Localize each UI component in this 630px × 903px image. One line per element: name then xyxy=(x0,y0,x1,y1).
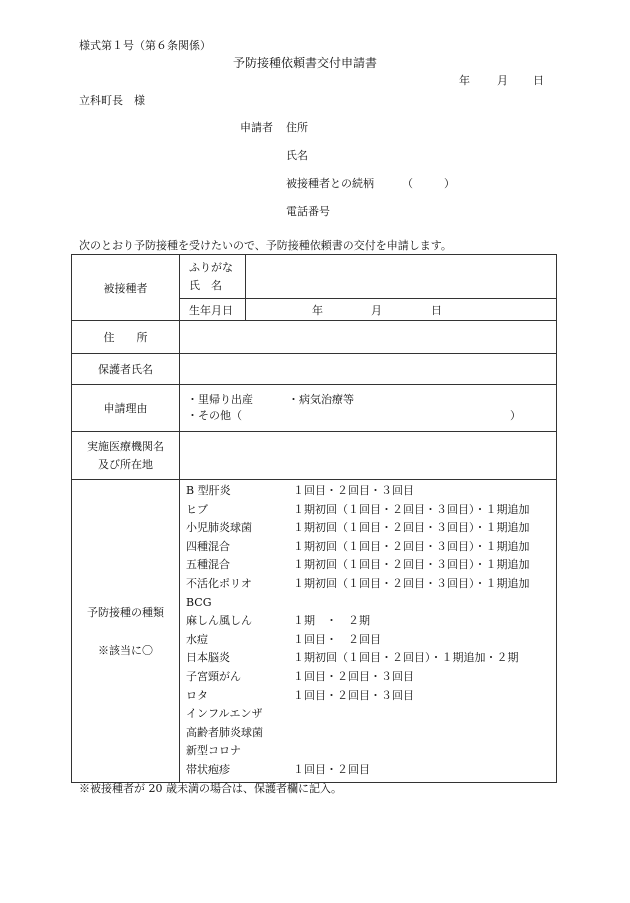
applicant-prefix: 申請者 xyxy=(240,121,273,134)
vaccine-name: ロタ xyxy=(186,688,208,702)
applicant-phone-label: 電話番号 xyxy=(286,205,330,218)
vaccine-select-note: ※該当に〇 xyxy=(98,643,153,657)
vaccine-row[interactable] xyxy=(186,649,556,668)
address-label: 住 所 xyxy=(72,321,180,354)
vaccine-name: 不活化ポリオ xyxy=(186,576,252,590)
vaccine-name: 日本脳炎 xyxy=(186,651,230,665)
addressee: 立科町長 様 xyxy=(79,94,145,107)
facility-label-line2: 及び所在地 xyxy=(98,457,153,471)
reason-homecoming-birth: ・里帰り出産 xyxy=(187,393,253,406)
date-year-label: 年 xyxy=(459,74,470,87)
vaccine-doses: １回目・２回目・３回目 xyxy=(293,669,414,683)
birth-year-label: 年 xyxy=(312,303,323,317)
furigana-label: ふりがな xyxy=(189,260,233,274)
vaccine-name: ヒブ xyxy=(186,502,208,516)
birth-label: 生年月日 xyxy=(180,299,246,321)
vaccine-row[interactable] xyxy=(186,687,556,706)
recipient-name-label: 氏 名 xyxy=(189,278,222,292)
birth-day-label: 日 xyxy=(431,303,442,317)
vaccine-doses: １期初回（１回目・２回目・３回目）・１期追加 xyxy=(293,576,530,590)
relation-close-paren: ） xyxy=(444,177,455,190)
date-month-label: 月 xyxy=(497,74,508,87)
vaccine-name: インフルエンザ xyxy=(186,707,263,721)
recipient-label: 被接種者 xyxy=(72,255,180,321)
vaccine-row[interactable] xyxy=(186,538,556,557)
vaccine-row[interactable] xyxy=(186,556,556,575)
vaccine-name: 麻しん風しん xyxy=(186,614,252,628)
reason-label: 申請理由 xyxy=(72,385,180,432)
reason-medical-treatment: ・病気治療等 xyxy=(288,393,354,406)
facility-label-line1: 実施医療機関名 xyxy=(87,439,164,453)
vaccine-row[interactable] xyxy=(186,612,556,631)
guardian-label: 保護者氏名 xyxy=(72,354,180,385)
recipient-name-field[interactable] xyxy=(246,255,557,299)
vaccine-name: B 型肝炎 xyxy=(186,484,231,497)
vaccine-doses: １期初回（１回目・２回目・３回目）・１期追加 xyxy=(293,539,530,553)
vaccine-doses: １期初回（１回目・２回目・３回目）・１期追加 xyxy=(293,558,530,572)
vaccine-doses: １回目・２回目・３回目 xyxy=(293,688,414,702)
vaccine-row[interactable] xyxy=(186,668,556,687)
vaccine-name: BCG xyxy=(186,595,212,609)
vaccine-row[interactable] xyxy=(186,575,556,594)
reason-close-paren: ） xyxy=(510,409,521,422)
vaccine-row[interactable] xyxy=(186,501,556,520)
vaccine-list xyxy=(180,480,557,783)
vaccine-doses: １回目・ ２回目 xyxy=(293,632,381,646)
reason-other: ・その他（ xyxy=(187,409,242,422)
vaccine-name: 帯状疱疹 xyxy=(186,762,230,776)
vaccine-row[interactable] xyxy=(186,761,556,780)
application-table xyxy=(71,254,557,783)
vaccine-row[interactable] xyxy=(186,705,556,724)
vaccine-name: 五種混合 xyxy=(186,558,230,572)
vaccine-type-label xyxy=(72,480,180,783)
page-title: 予防接種依頼書交付申請書 xyxy=(233,56,378,70)
footnote: ※被接種者が 20 歳未満の場合は、保護者欄に記入。 xyxy=(79,782,342,795)
furigana-name-labels xyxy=(180,255,246,299)
applicant-relation-label: 被接種者との続柄 xyxy=(286,177,374,190)
vaccine-row[interactable] xyxy=(186,594,556,613)
vaccine-name: 小児肺炎球菌 xyxy=(186,521,252,535)
vaccine-doses: １回目・２回目 xyxy=(293,762,370,776)
vaccine-doses: １期初回（１回目・２回目・３回目）・１期追加 xyxy=(293,521,530,535)
vaccine-row[interactable] xyxy=(186,519,556,538)
reason-field[interactable] xyxy=(180,385,557,432)
vaccine-row[interactable] xyxy=(186,742,556,761)
vaccine-row[interactable] xyxy=(186,631,556,650)
address-field[interactable] xyxy=(180,321,557,354)
vaccine-name: 新型コロナ xyxy=(186,744,241,758)
vaccine-row[interactable] xyxy=(186,482,556,501)
vaccine-name: 四種混合 xyxy=(186,539,230,553)
vaccine-name: 水痘 xyxy=(186,632,208,646)
guardian-field[interactable] xyxy=(180,354,557,385)
vaccine-doses: １期初回（１回目・２回目・３回目）・１期追加 xyxy=(293,502,530,516)
vaccine-name: 子宮頸がん xyxy=(186,669,241,683)
birth-date-field[interactable] xyxy=(246,299,557,321)
date-day-label: 日 xyxy=(533,74,544,87)
birth-month-label: 月 xyxy=(371,303,382,317)
facility-field[interactable] xyxy=(180,432,557,480)
intro-text: 次のとおり予防接種を受けたいので、予防接種依頼書の交付を申請します。 xyxy=(79,239,452,252)
vaccine-type-title: 予防接種の種類 xyxy=(87,605,164,619)
facility-label xyxy=(72,432,180,480)
applicant-address-label: 住所 xyxy=(286,121,308,134)
vaccine-doses: １回目・２回目・３回目 xyxy=(293,484,414,497)
form-number: 様式第１号（第６条関係） xyxy=(79,39,211,52)
vaccine-doses: １期 ・ ２期 xyxy=(293,614,370,628)
vaccine-name: 高齢者肺炎球菌 xyxy=(186,725,263,739)
vaccine-row[interactable] xyxy=(186,724,556,743)
vaccine-doses: １期初回（１回目・２回目）・１期追加・２期 xyxy=(293,651,519,665)
relation-open-paren: （ xyxy=(402,177,413,190)
applicant-name-label: 氏名 xyxy=(286,149,308,162)
